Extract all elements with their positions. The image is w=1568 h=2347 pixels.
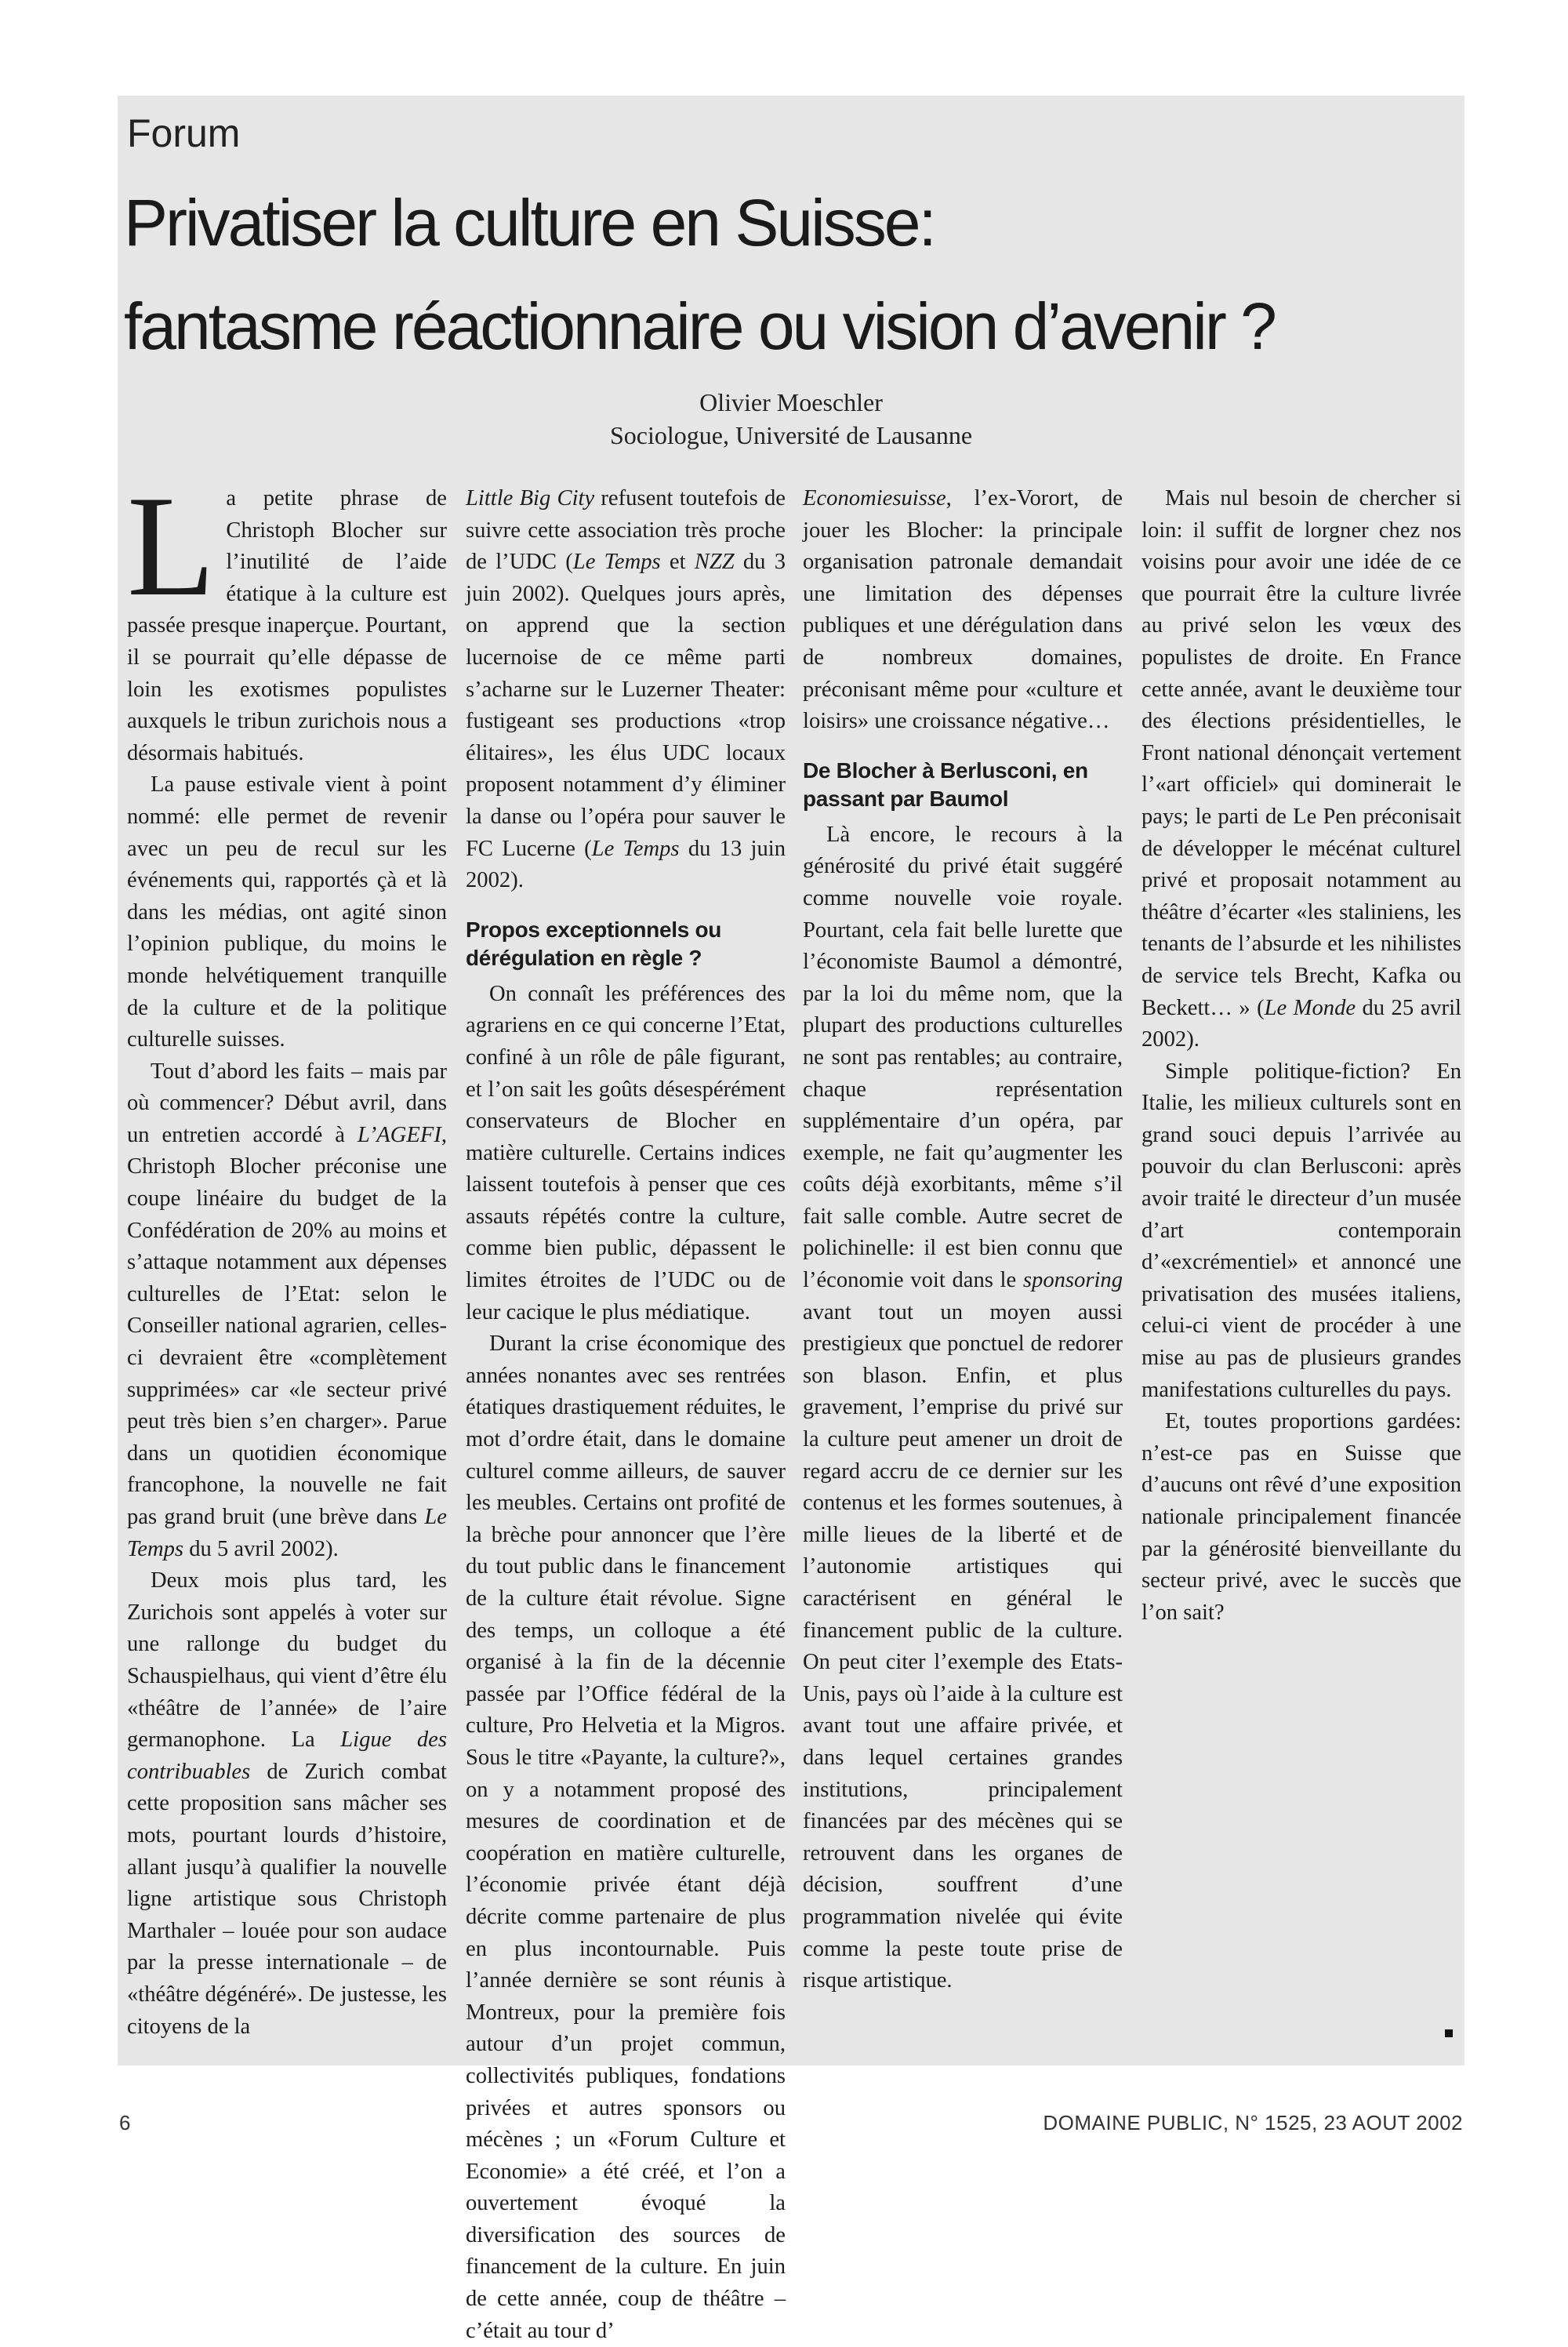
paragraph-5: On connaît les préférences des agrariens en ce qui concerne l’Etat, confiné à un rôle de pâle figurant, et l’on sait les goûts désespérément conservateurs de Blocher en matière culturelle. Certains indices laissent toutefois à penser que ces assauts répétés contre la culture, comme bien public, dépassent le limites étroites de l’UDC ou de leur cacique le plus médiatique. (466, 981, 786, 1324)
article-column-2 (466, 483, 786, 2343)
article-column-1 (127, 466, 447, 2051)
drop-cap: L (127, 466, 216, 626)
author-role: Sociologue, Université de Lausanne (609, 421, 973, 449)
subheading-1: Propos exceptionnels ou dérégulation en règle ? (466, 917, 722, 970)
paragraph-4-cont: Little Big City refusent toutefois de suivre cette association très proche de l’UDC (Le Temps et NZZ du 3 juin 2002). Quelques jours après, on apprend que la section lucernoise de ce même parti s’acharne sur le Luzerner Theater: fustigeant ses productions «trop élitaires», les élus UDC locaux proposent notamment d’y éliminer la danse ou l’opéra pour sauver le FC Lucerne (Le Temps du 13 juin 2002). (466, 486, 786, 893)
end-of-article-mark (1445, 2029, 1453, 2037)
publication-info: DOMAINE PUBLIC, N° 1525, 23 AOUT 2002 (1043, 2111, 1463, 2134)
paragraph-1: La petite phrase de Christoph Blocher sur l’inutilité de l’aide étatique à la culture est passée presque inaperçue. Pourtant, il se pourrait qu’elle dépasse de loin les exotismes populistes auxquels le tribun zurichois nous a désormais habitués. (127, 466, 447, 765)
paragraph-9: Simple politique-fiction? En Italie, les milieux culturels sont en grand souci depuis l’arrivée au pouvoir du clan Berlusconi: après avoir traité le directeur d’un musée d’art contemporain d’«excrémentiel» et annoncé une privatisation des musées italiens, celui-ci vient de procéder à une mise au pas de plusieurs grandes manifestations culturelles du pays. (1142, 1059, 1461, 1402)
paragraph-2: La pause estivale vient à point nommé: elle permet de revenir avec un peu de recul sur les événements qui, rapportés çà et là dans les médias, ont agité sinon l’opinion publique, du moins le monde helvétiquement tranquille de la culture et de la politique culturelle suisses. (127, 772, 447, 1052)
paragraph-4-start: Deux mois plus tard, les Zurichois sont appelés à voter sur une rallonge du budget du Schauspielhaus, qui vient d’être élu «théâtre de l’année» de l’aire germanophone. La Ligue des contribuables de Zurich combat cette proposition sans mâcher ses mots, pourtant lourds d’histoire, allant jusqu’à qualifier la nouvelle ligne artistique sous Christoph Marthaler – louée pour son audace par la presse internationale – de «théâtre dégénéré». De justesse, les citoyens de la (127, 1568, 447, 2039)
paragraph-3: Tout d’abord les faits – mais par où commencer? Début avril, dans un entretien accordé à L’AGEFI, Christoph Blocher préconise une coupe linéaire du budget de la Confédération de 20% au moins et s’attaque notamment aux dépenses culturelles de l’Etat: selon le Conseiller national agrarien, celles-ci devraient être «complètement supprimées» car «le secteur privé peut très bien s’en charger». Parue dans un quotidien économique francophone, la nouvelle ne fait pas grand bruit (une brève dans Le Temps du 5 avril 2002). (127, 1059, 447, 1561)
article-column-4 (1142, 483, 1461, 2051)
article-title (124, 171, 1457, 378)
page-number: 6 (119, 2111, 131, 2134)
rubric-label: Forum (127, 111, 241, 155)
subheading-2: De Blocher à Berlusconi, en passant par Baumol (803, 758, 1088, 811)
author-name: Olivier Moeschler (699, 388, 883, 416)
article-column-3 (803, 483, 1123, 2051)
title-line-1: Privatiser la culture en Suisse: (124, 186, 935, 260)
paragraph-7-start: Là encore, le recours à la générosité du privé était suggéré comme nouvelle voie royale. Pourtant, cela fait belle lurette que l’économiste Baumol a démontré, par la loi du même nom, que la plupart des productions culturelles ne sont pas rentables; au contraire, chaque représentation supplémentaire d’un opéra, par exemple, ne fait qu’augmenter les coûts déjà exorbitants, même s’il fait salle comble. Autre secret de polichinelle: il est bien connu que l’économie voit dans le sponsoring avant tout un moyen aussi prestigieux que ponctuel de redorer son blason. Enfin, et plus gravement, l’emprise du privé sur la culture peut amener un droit de regard accru de ce dernier sur les contenus et les formes soutenues, à mille lieues de la liberté et de l’autonomie artistiques qui caractérisent en général le financement public de la culture. On peut citer l’exemple des Etats-Unis, pays où l’aide à la culture est avant tout une affaire privée, et dans lequel certaines grandes institutions, principalement financées par des mécènes qui se retrouvent dans les organes de décision, souffrent d’une programmation nivelée qui évite comme la peste toute prise de risque artistique. (803, 822, 1123, 1993)
title-line-2: fantasme réactionnaire ou vision d’avenir ? (124, 289, 1275, 363)
paragraph-8: Mais nul besoin de chercher si loin: il suffit de lorgner chez nos voisins pour avoir une idée de ce que pourrait être la culture livrée au privé selon les vœux des populistes de droite. En France cette année, avant le deuxième tour des élections présidentielles, le Front national dénonçait vertement l’«art officiel» qui dominerait le pays; le parti de Le Pen préconisait de développer le mécénat culturel privé et proposait notamment au théâtre d’écarter «les staliniens, les tenants de l’absurde et les nihilistes de service tels Brecht, Kafka ou Beckett… » (Le Monde du 25 avril 2002). (1142, 486, 1461, 1052)
paragraph-10: Et, toutes proportions gardées: n’est-ce pas en Suisse que d’aucuns ont rêvé d’une exposition nationale principalement financée par la générosité bienveillante du secteur privé, avec le succès que l’on sait? (1142, 1409, 1461, 1625)
paragraph-6-start: Durant la crise économique des années nonantes avec ses rentrées étatiques drastiquement réduites, le mot d’ordre était, dans le domaine culturel comme ailleurs, de sauver les meubles. Certains ont profité de la brèche pour annoncer que l’ère du tout public dans le financement de la culture était révolue. Signe des temps, un colloque a été organisé à la fin de la décennie passée par l’Office fédéral de la culture, Pro Helvetia et la Migros. Sous le titre «Payante, la culture?», on y a notamment proposé des mesures de coordination et de coopération en matière culturelle, l’économie privée étant déjà décrite comme partenaire de plus en plus incontournable. Puis l’année dernière se sont réunis à Montreux, pour la première fois autour d’un projet commun, collectivités publiques, fondations privées et autres sponsors ou mécènes ; un «Forum Culture et Economie» a été créé, et l’on a ouvertement évoqué la diversification des sources de financement de la culture. En juin de cette année, coup de théâtre – c’était au tour d’ (466, 1332, 786, 2343)
paragraph-6-cont: Economiesuisse, l’ex-Vorort, de jouer les Blocher: la principale organisation patronale demandait une limitation des dépenses publiques et une dérégulation dans de nombreux domaines, préconisant même pour «culture et loisirs» une croissance négative… (803, 486, 1123, 734)
byline (118, 386, 1465, 452)
